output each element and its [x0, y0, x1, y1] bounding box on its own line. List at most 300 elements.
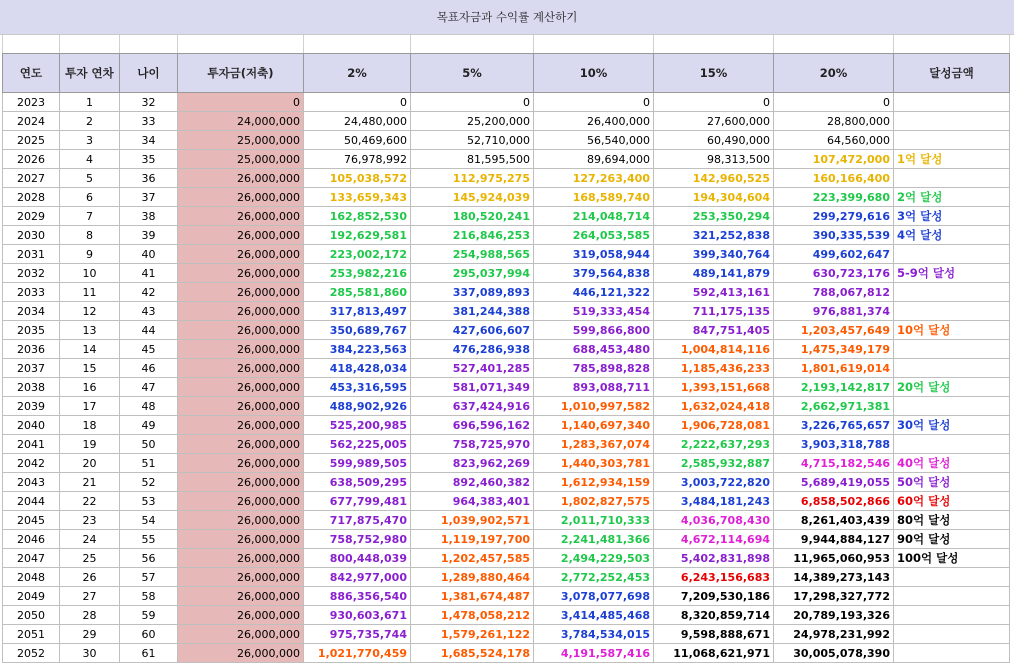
header-invest-year[interactable]: 투자 연차: [60, 54, 120, 93]
cell-rate-5[interactable]: 25,200,000: [411, 112, 534, 131]
cell-invest-year[interactable]: 2: [60, 112, 120, 131]
cell-rate-15[interactable]: 847,751,405: [654, 321, 774, 340]
cell-rate-2[interactable]: 930,603,671: [304, 606, 411, 625]
cell-rate-5[interactable]: 1,579,261,122: [411, 625, 534, 644]
cell-rate-5[interactable]: 1,685,524,178: [411, 644, 534, 663]
cell-year[interactable]: 2025: [3, 131, 60, 150]
cell-rate-5[interactable]: 892,460,382: [411, 473, 534, 492]
cell-rate-20[interactable]: 630,723,176: [774, 264, 894, 283]
cell-rate-5[interactable]: 145,924,039: [411, 188, 534, 207]
cell-rate-5[interactable]: 1,202,457,585: [411, 549, 534, 568]
cell-age[interactable]: 60: [120, 625, 178, 644]
cell-rate-15[interactable]: 60,490,000: [654, 131, 774, 150]
cell-rate-15[interactable]: 11,068,621,971: [654, 644, 774, 663]
cell-rate-5[interactable]: 427,606,607: [411, 321, 534, 340]
cell-rate-2[interactable]: 105,038,572: [304, 169, 411, 188]
cell-rate-15[interactable]: 0: [654, 93, 774, 112]
cell-invest-year[interactable]: 14: [60, 340, 120, 359]
cell-achieved[interactable]: 40억 달성: [894, 454, 1010, 473]
cell-invest-year[interactable]: 25: [60, 549, 120, 568]
cell-age[interactable]: 50: [120, 435, 178, 454]
cell-year[interactable]: 2037: [3, 359, 60, 378]
cell-age[interactable]: 56: [120, 549, 178, 568]
cell-rate-5[interactable]: 823,962,269: [411, 454, 534, 473]
cell-investment[interactable]: 26,000,000: [178, 473, 304, 492]
cell-rate-10[interactable]: 0: [534, 93, 654, 112]
cell-achieved[interactable]: [894, 625, 1010, 644]
cell-rate-5[interactable]: 337,089,893: [411, 283, 534, 302]
cell-rate-15[interactable]: 489,141,879: [654, 264, 774, 283]
cell-rate-2[interactable]: 758,752,980: [304, 530, 411, 549]
cell-rate-20[interactable]: 0: [774, 93, 894, 112]
cell-age[interactable]: 39: [120, 226, 178, 245]
cell-invest-year[interactable]: 15: [60, 359, 120, 378]
cell-investment[interactable]: 26,000,000: [178, 606, 304, 625]
cell-invest-year[interactable]: 1: [60, 93, 120, 112]
cell-rate-2[interactable]: 800,448,039: [304, 549, 411, 568]
cell-age[interactable]: 53: [120, 492, 178, 511]
cell-invest-year[interactable]: 8: [60, 226, 120, 245]
cell-invest-year[interactable]: 26: [60, 568, 120, 587]
cell-achieved[interactable]: 20억 달성: [894, 378, 1010, 397]
cell-rate-10[interactable]: 688,453,480: [534, 340, 654, 359]
cell-rate-10[interactable]: 893,088,711: [534, 378, 654, 397]
cell-rate-5[interactable]: 964,383,401: [411, 492, 534, 511]
cell-age[interactable]: 61: [120, 644, 178, 663]
cell-investment[interactable]: 0: [178, 93, 304, 112]
cell-rate-20[interactable]: 1,203,457,649: [774, 321, 894, 340]
cell-rate-5[interactable]: 758,725,970: [411, 435, 534, 454]
cell-rate-2[interactable]: 0: [304, 93, 411, 112]
cell-rate-15[interactable]: 711,175,135: [654, 302, 774, 321]
cell-year[interactable]: 2034: [3, 302, 60, 321]
cell-investment[interactable]: 26,000,000: [178, 587, 304, 606]
cell-rate-15[interactable]: 5,402,831,898: [654, 549, 774, 568]
cell-invest-year[interactable]: 17: [60, 397, 120, 416]
cell-rate-15[interactable]: 321,252,838: [654, 226, 774, 245]
cell-investment[interactable]: 26,000,000: [178, 549, 304, 568]
cell-invest-year[interactable]: 22: [60, 492, 120, 511]
cell-age[interactable]: 46: [120, 359, 178, 378]
cell-achieved[interactable]: 90억 달성: [894, 530, 1010, 549]
cell-rate-20[interactable]: 390,335,539: [774, 226, 894, 245]
cell-rate-10[interactable]: 3,784,534,015: [534, 625, 654, 644]
cell-rate-15[interactable]: 1,185,436,233: [654, 359, 774, 378]
cell-rate-10[interactable]: 446,121,322: [534, 283, 654, 302]
cell-rate-2[interactable]: 50,469,600: [304, 131, 411, 150]
cell-rate-5[interactable]: 1,119,197,700: [411, 530, 534, 549]
cell-rate-20[interactable]: 6,858,502,866: [774, 492, 894, 511]
cell-rate-20[interactable]: 28,800,000: [774, 112, 894, 131]
cell-rate-5[interactable]: 295,037,994: [411, 264, 534, 283]
cell-rate-10[interactable]: 4,191,587,416: [534, 644, 654, 663]
cell-rate-10[interactable]: 3,414,485,468: [534, 606, 654, 625]
cell-rate-10[interactable]: 1,440,303,781: [534, 454, 654, 473]
cell-achieved[interactable]: 60억 달성: [894, 492, 1010, 511]
cell-age[interactable]: 41: [120, 264, 178, 283]
cell-age[interactable]: 43: [120, 302, 178, 321]
cell-age[interactable]: 57: [120, 568, 178, 587]
header-investment[interactable]: 투자금(저축): [178, 54, 304, 93]
cell-age[interactable]: 58: [120, 587, 178, 606]
cell-invest-year[interactable]: 24: [60, 530, 120, 549]
cell-year[interactable]: 2024: [3, 112, 60, 131]
cell-rate-10[interactable]: 1,140,697,340: [534, 416, 654, 435]
cell-achieved[interactable]: [894, 435, 1010, 454]
cell-rate-20[interactable]: 64,560,000: [774, 131, 894, 150]
cell-investment[interactable]: 26,000,000: [178, 530, 304, 549]
cell-rate-10[interactable]: 2,241,481,366: [534, 530, 654, 549]
cell-rate-20[interactable]: 223,399,680: [774, 188, 894, 207]
cell-achieved[interactable]: [894, 283, 1010, 302]
cell-rate-5[interactable]: 1,381,674,487: [411, 587, 534, 606]
cell-rate-5[interactable]: 112,975,275: [411, 169, 534, 188]
cell-rate-20[interactable]: 788,067,812: [774, 283, 894, 302]
cell-rate-15[interactable]: 3,484,181,243: [654, 492, 774, 511]
cell-year[interactable]: 2038: [3, 378, 60, 397]
cell-rate-5[interactable]: 52,710,000: [411, 131, 534, 150]
cell-rate-15[interactable]: 2,585,932,887: [654, 454, 774, 473]
cell-year[interactable]: 2047: [3, 549, 60, 568]
cell-rate-5[interactable]: 637,424,916: [411, 397, 534, 416]
cell-rate-5[interactable]: 696,596,162: [411, 416, 534, 435]
cell-rate-10[interactable]: 599,866,800: [534, 321, 654, 340]
cell-age[interactable]: 54: [120, 511, 178, 530]
cell-age[interactable]: 33: [120, 112, 178, 131]
cell-rate-20[interactable]: 14,389,273,143: [774, 568, 894, 587]
cell-invest-year[interactable]: 13: [60, 321, 120, 340]
cell-rate-20[interactable]: 9,944,884,127: [774, 530, 894, 549]
cell-year[interactable]: 2031: [3, 245, 60, 264]
cell-investment[interactable]: 26,000,000: [178, 226, 304, 245]
header-age[interactable]: 나이: [120, 54, 178, 93]
cell-achieved[interactable]: 5-9억 달성: [894, 264, 1010, 283]
cell-achieved[interactable]: 10억 달성: [894, 321, 1010, 340]
cell-rate-20[interactable]: 976,881,374: [774, 302, 894, 321]
cell-achieved[interactable]: 30억 달성: [894, 416, 1010, 435]
cell-year[interactable]: 2044: [3, 492, 60, 511]
cell-achieved[interactable]: 100억 달성: [894, 549, 1010, 568]
cell-rate-20[interactable]: 5,689,419,055: [774, 473, 894, 492]
cell-rate-2[interactable]: 453,316,595: [304, 378, 411, 397]
cell-rate-20[interactable]: 107,472,000: [774, 150, 894, 169]
cell-age[interactable]: 51: [120, 454, 178, 473]
cell-rate-5[interactable]: 1,039,902,571: [411, 511, 534, 530]
cell-rate-2[interactable]: 223,002,172: [304, 245, 411, 264]
cell-rate-10[interactable]: 319,058,944: [534, 245, 654, 264]
cell-year[interactable]: 2027: [3, 169, 60, 188]
cell-invest-year[interactable]: 16: [60, 378, 120, 397]
cell-rate-10[interactable]: 1,612,934,159: [534, 473, 654, 492]
cell-rate-15[interactable]: 4,036,708,430: [654, 511, 774, 530]
cell-rate-10[interactable]: 1,283,367,074: [534, 435, 654, 454]
cell-achieved[interactable]: [894, 397, 1010, 416]
cell-rate-20[interactable]: 2,193,142,817: [774, 378, 894, 397]
cell-age[interactable]: 34: [120, 131, 178, 150]
cell-rate-2[interactable]: 842,977,000: [304, 568, 411, 587]
cell-rate-20[interactable]: 3,226,765,657: [774, 416, 894, 435]
cell-year[interactable]: 2043: [3, 473, 60, 492]
cell-investment[interactable]: 26,000,000: [178, 416, 304, 435]
cell-age[interactable]: 35: [120, 150, 178, 169]
cell-achieved[interactable]: [894, 359, 1010, 378]
cell-rate-2[interactable]: 162,852,530: [304, 207, 411, 226]
cell-investment[interactable]: 26,000,000: [178, 397, 304, 416]
cell-year[interactable]: 2029: [3, 207, 60, 226]
cell-age[interactable]: 45: [120, 340, 178, 359]
cell-rate-10[interactable]: 519,333,454: [534, 302, 654, 321]
cell-rate-20[interactable]: 17,298,327,772: [774, 587, 894, 606]
cell-year[interactable]: 2051: [3, 625, 60, 644]
cell-investment[interactable]: 26,000,000: [178, 378, 304, 397]
cell-investment[interactable]: 26,000,000: [178, 435, 304, 454]
cell-rate-2[interactable]: 525,200,985: [304, 416, 411, 435]
cell-year[interactable]: 2026: [3, 150, 60, 169]
cell-year[interactable]: 2040: [3, 416, 60, 435]
cell-achieved[interactable]: [894, 340, 1010, 359]
cell-age[interactable]: 37: [120, 188, 178, 207]
header-rate-5[interactable]: 5%: [411, 54, 534, 93]
cell-rate-2[interactable]: 133,659,343: [304, 188, 411, 207]
cell-rate-10[interactable]: 127,263,400: [534, 169, 654, 188]
cell-rate-15[interactable]: 1,004,814,116: [654, 340, 774, 359]
cell-investment[interactable]: 25,000,000: [178, 150, 304, 169]
cell-rate-5[interactable]: 180,520,241: [411, 207, 534, 226]
cell-age[interactable]: 55: [120, 530, 178, 549]
cell-invest-year[interactable]: 21: [60, 473, 120, 492]
cell-age[interactable]: 59: [120, 606, 178, 625]
cell-year[interactable]: 2041: [3, 435, 60, 454]
cell-investment[interactable]: 26,000,000: [178, 492, 304, 511]
cell-rate-20[interactable]: 2,662,971,381: [774, 397, 894, 416]
cell-rate-2[interactable]: 350,689,767: [304, 321, 411, 340]
cell-investment[interactable]: 26,000,000: [178, 207, 304, 226]
header-rate-10[interactable]: 10%: [534, 54, 654, 93]
cell-investment[interactable]: 26,000,000: [178, 264, 304, 283]
cell-invest-year[interactable]: 27: [60, 587, 120, 606]
cell-year[interactable]: 2023: [3, 93, 60, 112]
cell-rate-5[interactable]: 216,846,253: [411, 226, 534, 245]
cell-achieved[interactable]: 3억 달성: [894, 207, 1010, 226]
cell-rate-2[interactable]: 76,978,992: [304, 150, 411, 169]
cell-rate-2[interactable]: 886,356,540: [304, 587, 411, 606]
header-rate-15[interactable]: 15%: [654, 54, 774, 93]
cell-invest-year[interactable]: 3: [60, 131, 120, 150]
cell-year[interactable]: 2050: [3, 606, 60, 625]
cell-invest-year[interactable]: 6: [60, 188, 120, 207]
cell-invest-year[interactable]: 19: [60, 435, 120, 454]
cell-year[interactable]: 2042: [3, 454, 60, 473]
cell-rate-5[interactable]: 381,244,388: [411, 302, 534, 321]
cell-invest-year[interactable]: 18: [60, 416, 120, 435]
cell-achieved[interactable]: [894, 169, 1010, 188]
cell-investment[interactable]: 26,000,000: [178, 321, 304, 340]
cell-age[interactable]: 48: [120, 397, 178, 416]
cell-invest-year[interactable]: 5: [60, 169, 120, 188]
cell-rate-15[interactable]: 7,209,530,186: [654, 587, 774, 606]
cell-rate-15[interactable]: 4,672,114,694: [654, 530, 774, 549]
cell-rate-15[interactable]: 592,413,161: [654, 283, 774, 302]
cell-achieved[interactable]: 1억 달성: [894, 150, 1010, 169]
cell-rate-2[interactable]: 24,480,000: [304, 112, 411, 131]
cell-rate-5[interactable]: 254,988,565: [411, 245, 534, 264]
cell-rate-15[interactable]: 1,632,024,418: [654, 397, 774, 416]
cell-investment[interactable]: 26,000,000: [178, 644, 304, 663]
cell-age[interactable]: 38: [120, 207, 178, 226]
cell-invest-year[interactable]: 11: [60, 283, 120, 302]
cell-year[interactable]: 2033: [3, 283, 60, 302]
cell-rate-15[interactable]: 2,222,637,293: [654, 435, 774, 454]
cell-investment[interactable]: 25,000,000: [178, 131, 304, 150]
cell-rate-2[interactable]: 638,509,295: [304, 473, 411, 492]
cell-age[interactable]: 52: [120, 473, 178, 492]
cell-year[interactable]: 2052: [3, 644, 60, 663]
cell-rate-20[interactable]: 30,005,078,390: [774, 644, 894, 663]
cell-year[interactable]: 2036: [3, 340, 60, 359]
cell-year[interactable]: 2028: [3, 188, 60, 207]
header-achieved[interactable]: 달성금액: [894, 54, 1010, 93]
cell-year[interactable]: 2049: [3, 587, 60, 606]
cell-invest-year[interactable]: 28: [60, 606, 120, 625]
cell-rate-10[interactable]: 785,898,828: [534, 359, 654, 378]
cell-rate-2[interactable]: 418,428,034: [304, 359, 411, 378]
cell-invest-year[interactable]: 29: [60, 625, 120, 644]
cell-rate-2[interactable]: 677,799,481: [304, 492, 411, 511]
cell-age[interactable]: 44: [120, 321, 178, 340]
cell-investment[interactable]: 26,000,000: [178, 359, 304, 378]
cell-achieved[interactable]: 2억 달성: [894, 188, 1010, 207]
cell-rate-10[interactable]: 1,010,997,582: [534, 397, 654, 416]
header-year[interactable]: 연도: [3, 54, 60, 93]
cell-rate-2[interactable]: 253,982,216: [304, 264, 411, 283]
cell-rate-2[interactable]: 599,989,505: [304, 454, 411, 473]
cell-rate-2[interactable]: 384,223,563: [304, 340, 411, 359]
cell-year[interactable]: 2035: [3, 321, 60, 340]
cell-rate-10[interactable]: 168,589,740: [534, 188, 654, 207]
cell-rate-10[interactable]: 2,011,710,333: [534, 511, 654, 530]
cell-rate-2[interactable]: 488,902,926: [304, 397, 411, 416]
cell-investment[interactable]: 26,000,000: [178, 188, 304, 207]
cell-rate-15[interactable]: 1,906,728,081: [654, 416, 774, 435]
cell-rate-2[interactable]: 975,735,744: [304, 625, 411, 644]
cell-rate-2[interactable]: 717,875,470: [304, 511, 411, 530]
cell-rate-5[interactable]: 581,071,349: [411, 378, 534, 397]
cell-invest-year[interactable]: 10: [60, 264, 120, 283]
cell-achieved[interactable]: [894, 302, 1010, 321]
cell-rate-5[interactable]: 1,289,880,464: [411, 568, 534, 587]
cell-invest-year[interactable]: 23: [60, 511, 120, 530]
cell-rate-20[interactable]: 8,261,403,439: [774, 511, 894, 530]
cell-age[interactable]: 32: [120, 93, 178, 112]
cell-achieved[interactable]: [894, 568, 1010, 587]
cell-rate-15[interactable]: 3,003,722,820: [654, 473, 774, 492]
cell-rate-2[interactable]: 317,813,497: [304, 302, 411, 321]
cell-investment[interactable]: 26,000,000: [178, 511, 304, 530]
cell-investment[interactable]: 26,000,000: [178, 302, 304, 321]
cell-rate-15[interactable]: 1,393,151,668: [654, 378, 774, 397]
cell-age[interactable]: 36: [120, 169, 178, 188]
cell-rate-20[interactable]: 499,602,647: [774, 245, 894, 264]
cell-year[interactable]: 2032: [3, 264, 60, 283]
cell-rate-20[interactable]: 299,279,616: [774, 207, 894, 226]
cell-rate-20[interactable]: 160,166,400: [774, 169, 894, 188]
cell-rate-20[interactable]: 24,978,231,992: [774, 625, 894, 644]
cell-year[interactable]: 2039: [3, 397, 60, 416]
cell-investment[interactable]: 24,000,000: [178, 112, 304, 131]
cell-rate-5[interactable]: 1,478,058,212: [411, 606, 534, 625]
cell-rate-2[interactable]: 562,225,005: [304, 435, 411, 454]
cell-rate-15[interactable]: 399,340,764: [654, 245, 774, 264]
cell-investment[interactable]: 26,000,000: [178, 283, 304, 302]
cell-rate-5[interactable]: 81,595,500: [411, 150, 534, 169]
cell-year[interactable]: 2048: [3, 568, 60, 587]
cell-rate-5[interactable]: 0: [411, 93, 534, 112]
cell-invest-year[interactable]: 9: [60, 245, 120, 264]
cell-achieved[interactable]: 50억 달성: [894, 473, 1010, 492]
cell-rate-10[interactable]: 2,772,252,453: [534, 568, 654, 587]
cell-rate-10[interactable]: 3,078,077,698: [534, 587, 654, 606]
cell-invest-year[interactable]: 12: [60, 302, 120, 321]
cell-rate-20[interactable]: 11,965,060,953: [774, 549, 894, 568]
cell-invest-year[interactable]: 7: [60, 207, 120, 226]
cell-rate-10[interactable]: 214,048,714: [534, 207, 654, 226]
cell-investment[interactable]: 26,000,000: [178, 340, 304, 359]
cell-rate-10[interactable]: 89,694,000: [534, 150, 654, 169]
cell-rate-15[interactable]: 6,243,156,683: [654, 568, 774, 587]
cell-rate-2[interactable]: 1,021,770,459: [304, 644, 411, 663]
cell-rate-2[interactable]: 285,581,860: [304, 283, 411, 302]
cell-rate-10[interactable]: 56,540,000: [534, 131, 654, 150]
cell-rate-20[interactable]: 1,475,349,179: [774, 340, 894, 359]
cell-rate-15[interactable]: 9,598,888,671: [654, 625, 774, 644]
cell-rate-10[interactable]: 379,564,838: [534, 264, 654, 283]
cell-age[interactable]: 42: [120, 283, 178, 302]
cell-achieved[interactable]: 80억 달성: [894, 511, 1010, 530]
cell-rate-5[interactable]: 476,286,938: [411, 340, 534, 359]
cell-investment[interactable]: 26,000,000: [178, 625, 304, 644]
cell-rate-20[interactable]: 20,789,193,326: [774, 606, 894, 625]
cell-investment[interactable]: 26,000,000: [178, 169, 304, 188]
cell-achieved[interactable]: [894, 112, 1010, 131]
cell-rate-15[interactable]: 8,320,859,714: [654, 606, 774, 625]
cell-age[interactable]: 49: [120, 416, 178, 435]
cell-investment[interactable]: 26,000,000: [178, 568, 304, 587]
cell-rate-15[interactable]: 194,304,604: [654, 188, 774, 207]
cell-year[interactable]: 2030: [3, 226, 60, 245]
header-rate-20[interactable]: 20%: [774, 54, 894, 93]
cell-achieved[interactable]: 4억 달성: [894, 226, 1010, 245]
cell-achieved[interactable]: [894, 245, 1010, 264]
cell-achieved[interactable]: [894, 587, 1010, 606]
cell-rate-10[interactable]: 264,053,585: [534, 226, 654, 245]
header-rate-2[interactable]: 2%: [304, 54, 411, 93]
cell-age[interactable]: 40: [120, 245, 178, 264]
cell-investment[interactable]: 26,000,000: [178, 245, 304, 264]
cell-rate-10[interactable]: 26,400,000: [534, 112, 654, 131]
cell-invest-year[interactable]: 30: [60, 644, 120, 663]
cell-rate-15[interactable]: 142,960,525: [654, 169, 774, 188]
cell-achieved[interactable]: [894, 606, 1010, 625]
cell-rate-20[interactable]: 1,801,619,014: [774, 359, 894, 378]
cell-achieved[interactable]: [894, 93, 1010, 112]
cell-rate-2[interactable]: 192,629,581: [304, 226, 411, 245]
cell-rate-15[interactable]: 98,313,500: [654, 150, 774, 169]
cell-rate-10[interactable]: 1,802,827,575: [534, 492, 654, 511]
cell-age[interactable]: 47: [120, 378, 178, 397]
cell-achieved[interactable]: [894, 131, 1010, 150]
cell-achieved[interactable]: [894, 644, 1010, 663]
cell-year[interactable]: 2045: [3, 511, 60, 530]
